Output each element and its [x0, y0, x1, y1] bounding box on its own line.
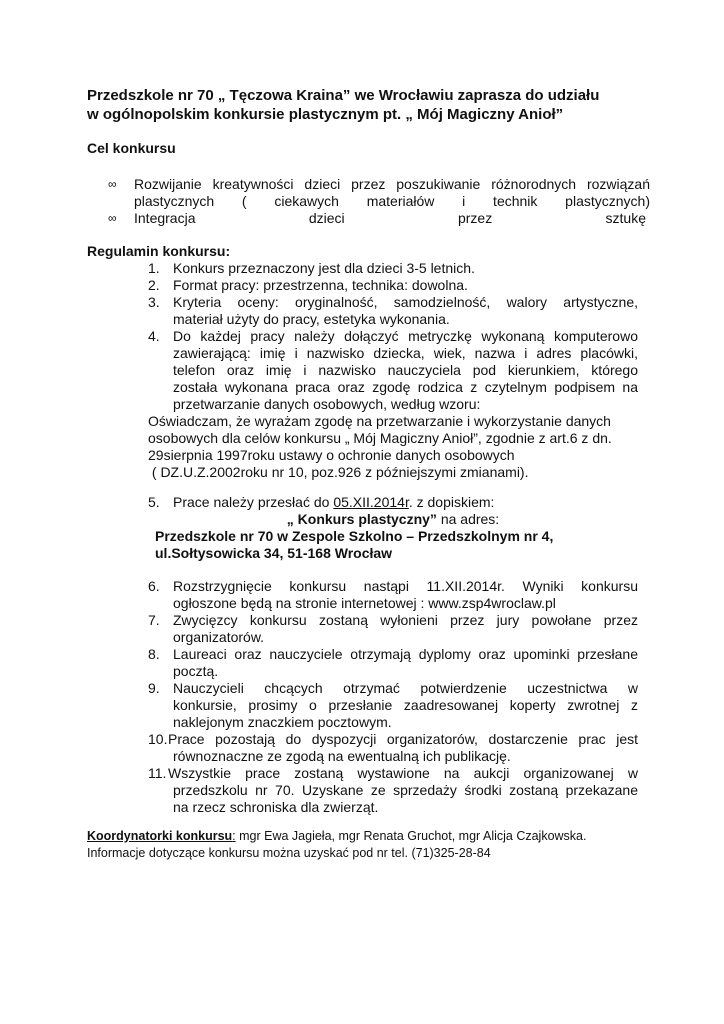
infinity-bullet-icon: ∞: [108, 211, 117, 225]
infinity-bullet-icon: ∞: [108, 177, 117, 191]
declaration-line-4: ( DZ.U.Z.2002roku nr 10, poz.926 z późniejszymi zmianami).: [148, 464, 529, 480]
rule-7-line-2: organizatorów.: [173, 629, 265, 645]
rule-11-line-2: przedszkolu nr 70. Uzyskane ze sprzedaży środki zostaną przekazane: [173, 782, 638, 798]
declaration-line-3: 29sierpnia 1997roku ustawy o ochronie danych osobowych: [148, 447, 515, 463]
address-line-1: Przedszkole nr 70 w Zespole Szkolno – Przedszkolnym nr 4,: [155, 528, 554, 544]
rule-11-line-3: na rzecz schroniska dla zwierząt.: [173, 799, 379, 815]
rule-4-line-5: przetwarzanie danych osobowych, według wzoru:: [173, 396, 481, 412]
contest-label-suffix: na adres:: [436, 511, 500, 527]
coordinators-names: mgr Ewa Jagieła, mgr Renata Gruchot, mgr Alicja Czajkowska.: [235, 829, 587, 843]
rule-number: 11.: [148, 765, 167, 781]
deadline-date-suffix: r: [404, 494, 409, 510]
rule-number: 4.: [148, 328, 160, 344]
rule-number: 5.: [148, 494, 160, 510]
rule-9-line-1: Nauczycieli chcących otrzymać potwierdzenie uczestnictwa w: [173, 680, 638, 696]
consent-declaration: [148, 413, 638, 481]
rule-9-line-2: konkursie, prosimy o przesłanie zaadresowanej koperty zwrotnej z: [173, 697, 638, 713]
goal-1-line-1: Rozwijanie kreatywności dzieci przez poszukiwanie różnorodnych rozwiązań: [134, 176, 650, 192]
coordinators-colon: :: [232, 829, 236, 843]
rule-7-line-1: Zwycięzcy konkursu zostaną wyłonieni przez jury powołane przez: [173, 612, 638, 628]
rule-5-prefix: Prace należy przesłać do: [173, 494, 334, 510]
rule-2-line-1: Format pracy: przestrzenna, technika: dowolna.: [173, 277, 468, 293]
rule-9-line-3: naklejonym znaczkiem pocztowym.: [173, 714, 392, 730]
declaration-line-1: Oświadczam, że wyrażam zgodę na przetwarzanie i wykorzystanie danych: [148, 413, 611, 429]
rule-number: 1.: [148, 260, 160, 276]
coordinators-line: [87, 828, 647, 845]
rule-4-line-1: Do każdej pracy należy dołączyć metryczkę wykonaną komputerowo: [173, 328, 638, 344]
rule-number: 10.: [148, 731, 168, 747]
rule-number: 2.: [148, 277, 160, 293]
rule-number: 3.: [148, 294, 160, 310]
rule-6-line-1: Rozstrzygnięcie konkursu nastąpi 11.XII.2014r. Wyniki konkursu: [173, 578, 638, 594]
rules-heading: Regulamin konkursu:: [87, 243, 231, 259]
rule-3-line-2: materiał użyty do pracy, estetyka wykonania.: [173, 311, 450, 327]
address-line-2: ul.Sołtysowicka 34, 51-168 Wrocław: [155, 545, 393, 561]
declaration-line-2: osobowych dla celów konkursu „ Mój Magiczny Anioł”, zgodnie z art.6 z dn.: [148, 430, 612, 446]
rule-number: 8.: [148, 646, 160, 662]
rule-4-line-4: została wykonana praca oraz zgodę rodzica z czytelnym podpisem na: [173, 379, 638, 395]
goal-2-line-1: Integracja dzieci przez sztukę: [134, 210, 646, 226]
coordinators-label: Koordynatorki konkursu: [87, 829, 233, 843]
rule-4-line-3: telefon oraz imię i nazwisko nauczyciela pod kierunkiem, którego: [173, 362, 638, 378]
rule-8-line-2: pocztą.: [173, 663, 219, 679]
rule-1-line-1: Konkurs przeznaczony jest dla dzieci 3-5 letnich.: [173, 260, 475, 276]
rule-4-line-2: zawierającą: imię i nazwisko dziecka, wiek, nazwa i adres placówki,: [173, 345, 638, 361]
rule-6-line-2: ogłoszone będą na stronie internetowej : www.zsp4wroclaw.pl: [173, 595, 556, 611]
goal-heading: Cel konkursu: [87, 140, 176, 156]
title-line-1: Przedszkole nr 70 „ Tęczowa Kraina” we Wrocławiu zaprasza do udziału: [87, 87, 600, 104]
rule-8-line-1: Laureaci oraz nauczyciele otrzymają dyplomy oraz upominki przesłane: [173, 646, 638, 662]
contact-info: Informacje dotyczące konkursu można uzyskać pod nr tel. (71)325-28-84: [87, 846, 491, 860]
document-title: [87, 86, 647, 124]
rule-5-label-line: [148, 511, 638, 528]
rule-number: 7.: [148, 612, 160, 628]
title-line-2: w ogólnopolskim konkursie plastycznym pt. „ Mój Magiczny Anioł”: [87, 106, 564, 123]
goal-1-line-2: plastycznych ( ciekawych materiałów i technik plastycznych): [134, 193, 650, 209]
rule-5-suffix: . z dopiskiem:: [408, 494, 495, 510]
contest-label: „ Konkurs plastyczny”: [286, 511, 437, 527]
rule-3-line-1: Kryteria oceny: oryginalność, samodzielność, walory artystyczne,: [173, 294, 638, 310]
rule-10-line-2: równoznaczne ze zgodą na ewentualną ich publikację.: [173, 748, 511, 764]
rule-number: 9.: [148, 680, 160, 696]
rule-10-line-1: Prace pozostają do dyspozycji organizatorów, dostarczenie prac jest: [168, 731, 638, 747]
rule-number: 6.: [148, 578, 160, 594]
deadline-date: 05.XII.2014: [333, 494, 405, 510]
rule-11-line-1: Wszystkie prace zostaną wystawione na aukcji organizowanej w: [168, 765, 638, 781]
